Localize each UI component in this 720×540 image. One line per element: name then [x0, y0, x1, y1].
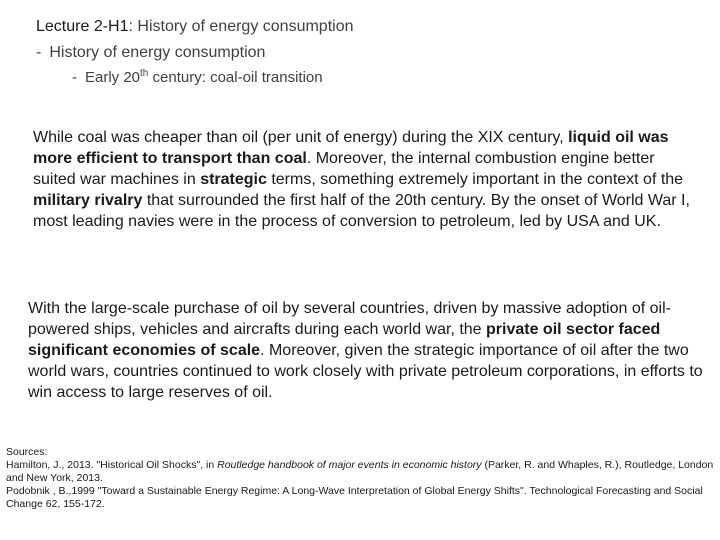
bullet-level-2-text-pre: Early 20: [85, 69, 141, 86]
dash-marker: -: [72, 69, 77, 86]
source-reference: [6, 459, 716, 485]
reference-text: (Parker, R. and Whaples, R.), Routledge, London and New York, 2013.: [6, 459, 714, 484]
bullet-level-2: [72, 68, 323, 88]
reference-text: Hamilton, J., 2013. "Historical Oil Shocks", in: [6, 459, 218, 471]
bold-phrase: liquid oil was more efficient to transport than coal: [33, 129, 669, 167]
paragraph-text: that surrounded the first half of the 20th century. By the onset of World War I, most leading navies were in the process of conversion to petroleum, led by USA and UK.: [33, 192, 690, 230]
source-reference: Podobnik , B.,1999 "Toward a Sustainable Energy Regime: A Long-Wave Interpretation of Global Energy Shifts". Technological Forecasting and Social Change 62, 155-172.: [6, 485, 703, 510]
dash-marker: -: [36, 44, 42, 61]
paragraph-text: . Moreover, the internal combustion engine better suited war machines in: [33, 150, 655, 188]
lecture-header: [36, 17, 354, 37]
bold-phrase: military rivalry: [33, 192, 143, 209]
sources-block: [6, 446, 716, 511]
reference-book-title: Routledge handbook of major events in economic history: [217, 459, 482, 471]
paragraph-text: While coal was cheaper than oil (per unit of energy) during the XIX century,: [33, 129, 569, 146]
paragraph-text: . Moreover, given the strategic importance of oil after the two world wars, countries continued to work closely with private petroleum corporations, in efforts to win access to large reserves of oil.: [28, 342, 703, 401]
sources-heading: Sources:: [6, 446, 48, 458]
header-separator: :: [128, 18, 138, 35]
paragraph-text: terms, something extremely important in the context of the: [266, 171, 684, 188]
bold-phrase: strategic: [200, 171, 267, 188]
bullet-level-2-text-post: century: coal-oil transition: [148, 69, 323, 86]
lecture-title: History of energy consumption: [137, 18, 354, 35]
paragraph-coal-oil: [33, 127, 698, 232]
paragraph-text: With the large-scale purchase of oil by several countries, driven by massive adoption of oil-powered ships, vehicles and aircrafts during each world war, the: [28, 300, 671, 338]
bullet-level-1-text: History of energy consumption: [49, 44, 266, 61]
bold-phrase: private oil sector faced significant economies of scale: [28, 321, 661, 359]
ordinal-superscript: th: [140, 68, 149, 79]
bullet-level-1: [36, 43, 265, 63]
lecture-code: Lecture 2-H1: [36, 18, 129, 35]
paragraph-economies-of-scale: [28, 298, 708, 403]
